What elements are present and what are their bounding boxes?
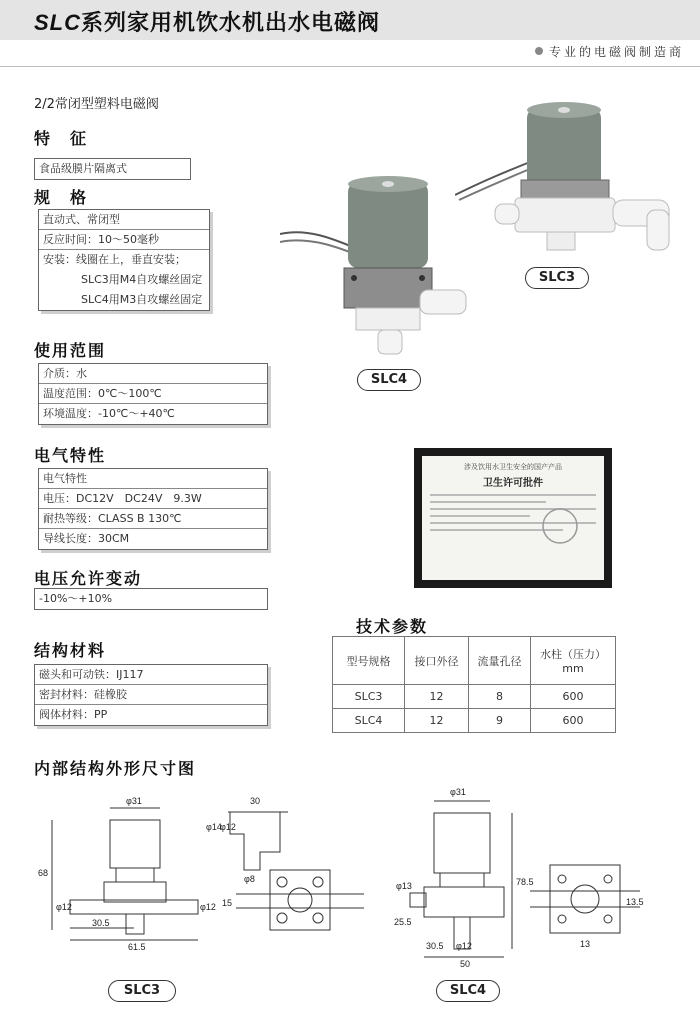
product-subtitle: 2/2常闭型塑料电磁阀 [34,97,159,112]
features-heading: 特 征 [34,129,89,148]
specs-row: 反应时间：10～50毫秒 [39,230,209,250]
cert-line1: 涉及饮用水卫生安全的国产产品 [464,463,562,471]
specs-row: SLC3用M4自攻螺丝固定 [81,273,203,286]
electrical-row: 电压：DC12V DC24V 9.3W [39,489,267,509]
dim-label: φ12 [220,822,236,832]
materials-box [34,664,268,726]
slc3-photo [455,100,675,270]
tech-header: 型号规格 [333,637,405,685]
slc4-photo [280,172,480,362]
materials-row: 阀体材料：PP [39,708,108,721]
table-cell: 600 [531,709,616,733]
table-cell: SLC4 [333,709,405,733]
slc3-drawing [30,790,370,970]
table-row [333,709,616,733]
specs-row: 安装：线圈在上，垂直安装； [43,253,186,266]
bullet-icon [535,47,543,55]
materials-heading: 结构材料 [34,641,107,660]
voltage-box [34,588,268,610]
dim-label: 30.5 [426,941,444,951]
specs-row: SLC4用M3自攻螺丝固定 [81,293,203,306]
dim-label: 30.5 [92,918,110,928]
table-cell: 12 [405,709,469,733]
tech-header: 接口外径 [405,637,469,685]
dim-label: 61.5 [128,942,146,952]
dim-label: φ31 [126,796,142,806]
electrical-heading: 电气特性 [34,446,107,465]
voltage-row: -10%～+10% [39,592,113,605]
dim-label: 13 [580,939,591,949]
dim-label: φ12 [56,902,72,912]
dim-label: φ14 [206,822,222,832]
table-cell: 8 [469,685,531,709]
table-cell: 9 [469,709,531,733]
table-cell: SLC3 [333,685,405,709]
electrical-row: 电气特性 [39,469,267,489]
dim-label: 30 [250,796,261,806]
slc3-drawing-label: SLC3 [108,980,176,1002]
usage-row: 介质：水 [39,364,267,384]
dim-label: 50 [460,959,471,969]
features-box [34,158,191,180]
dim-label: 15 [222,898,233,908]
usage-row: 环境温度：-10℃～+40℃ [43,407,175,420]
dim-label: φ12 [200,902,216,912]
tech-table [332,636,616,733]
dim-label: 13.5 [626,897,644,907]
tech-heading: 技术参数 [356,617,429,636]
dim-label: φ8 [244,874,255,884]
dim-label: φ12 [456,941,472,951]
tech-header: 水柱（压力）mm [531,637,616,685]
dim-label: 78.5 [516,877,534,887]
dim-label: 25.5 [394,917,412,927]
materials-row: 密封材料：硅橡胶 [35,685,267,705]
electrical-row: 耐热等级：CLASS B 130℃ [39,509,267,529]
usage-heading: 使用范围 [34,341,107,360]
cert-line2: 卫生许可批件 [483,478,543,489]
slc4-label: SLC4 [357,369,421,391]
materials-row: 磁头和可动铁：IJ117 [35,665,267,685]
drawing-heading: 内部结构外形尺寸图 [34,759,197,778]
table-cell: 12 [405,685,469,709]
electrical-box [38,468,268,550]
electrical-row: 导线长度：30CM [43,532,130,545]
voltage-heading: 电压允许变动 [34,569,143,588]
divider [0,66,700,67]
specs-heading: 规 格 [34,188,89,207]
table-row [333,685,616,709]
tagline: 专业的电磁阀制造商 [535,43,684,60]
specs-row: 直动式、常闭型 [39,210,209,230]
dim-label: 68 [38,868,49,878]
dim-label: φ13 [396,881,412,891]
table-cell: 600 [531,685,616,709]
cert-seal-icon [540,506,580,546]
features-row: 食品级膜片隔离式 [39,162,127,175]
usage-box [38,363,268,425]
page-title: SLC系列家用机饮水机出水电磁阀 [34,10,381,36]
specs-box [38,209,210,311]
dim-label: φ31 [450,787,466,797]
slc4-drawing-label: SLC4 [436,980,500,1002]
certificate-image [414,448,612,588]
slc4-drawing [390,785,690,970]
slc3-label: SLC3 [525,267,589,289]
tech-header: 流量孔径 [469,637,531,685]
usage-row: 温度范围：0℃～100℃ [39,384,267,404]
